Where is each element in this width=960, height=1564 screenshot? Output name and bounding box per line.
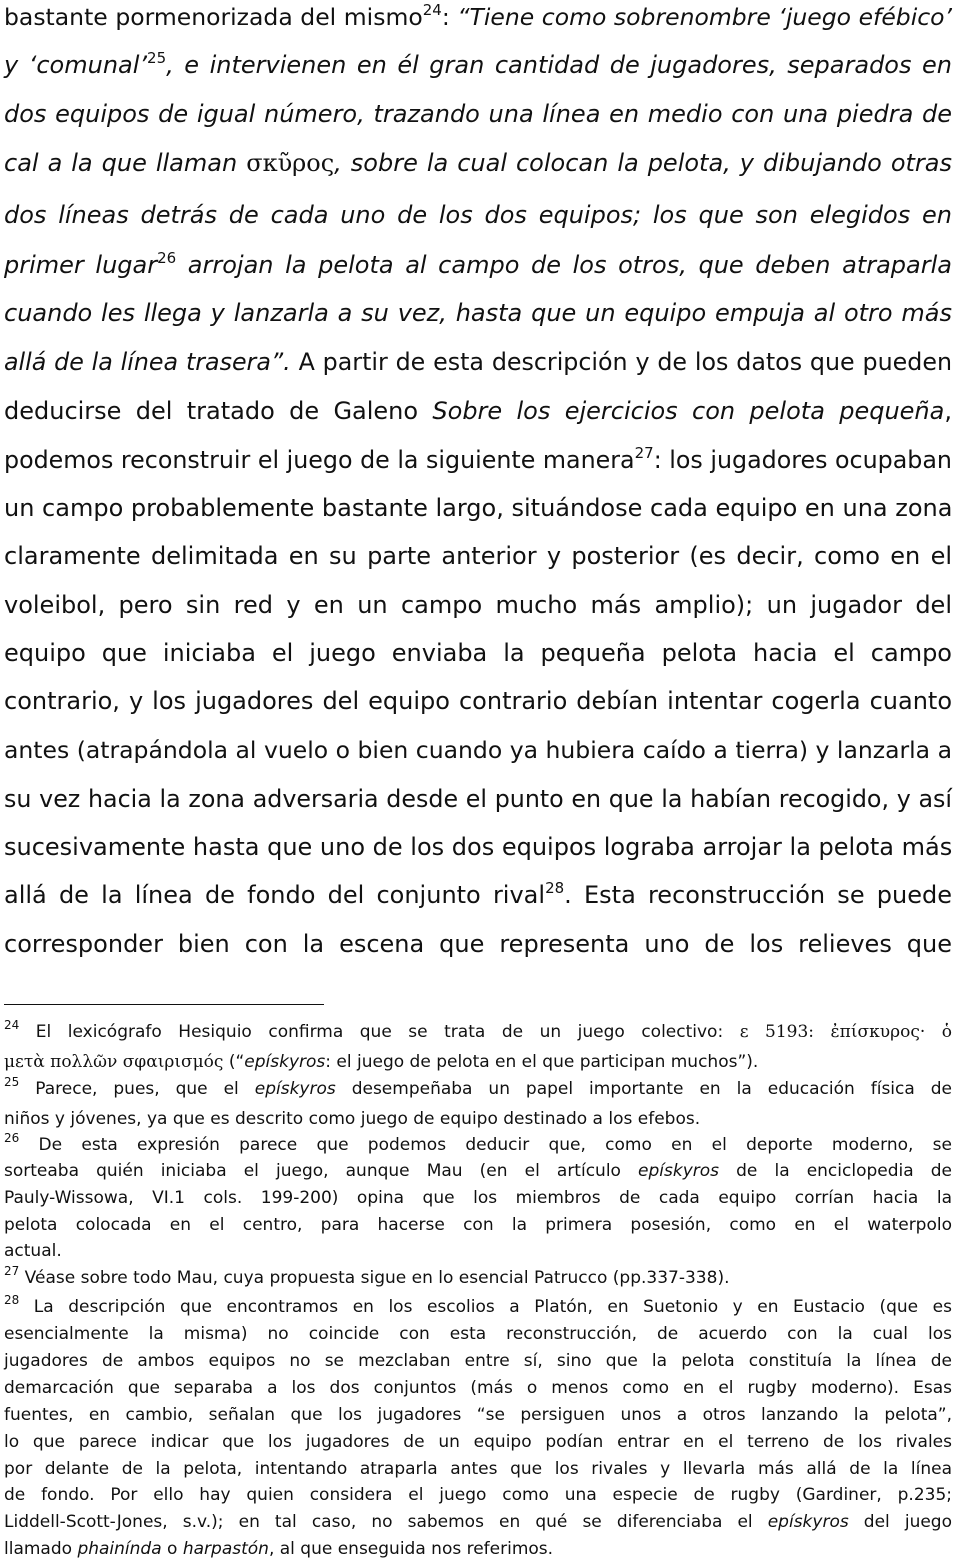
body-line: allá de la línea de fondo del conjunto rival$^{28}$. Esta reconstrucción se puede [4, 879, 952, 909]
body-line: corresponder bien con la escena que representa uno de los relieves que [4, 930, 952, 958]
footnote-28-cont: jugadores de ambos equipos no se mezclaban entre sí, sino que la pelota constituía la línea de [4, 1351, 952, 1371]
body-line: primer lugar$^{26}$ arrojan la pelota al campo de los otros, que deben atraparla [4, 249, 952, 279]
footnote-27: $^{27}$ Véase sobre todo Mau, cuya propuesta sigue en lo esencial Patrucco (pp.337-338). [4, 1264, 730, 1288]
footnote-28-cont: demarcación que separaba a los dos conjuntos (más o menos como en el rugby moderno). Esas [4, 1378, 952, 1398]
greek-word: σκῦρος [246, 149, 335, 177]
footnote-28-cont: lo que parece indicar que los jugadores de un equipo podían entrar en el terreno de los rivales [4, 1432, 952, 1452]
footnote-26-cont: actual. [4, 1241, 62, 1261]
body-line: sucesivamente hasta que uno de los dos equipos lograba arrojar la pelota más [4, 833, 953, 861]
body-line: dos equipos de igual número, trazando una línea en medio con una piedra de [4, 100, 952, 128]
footnote-26: $^{26}$ De esta expresión parece que podemos deducir que, como en el deporte moderno, se [4, 1131, 952, 1155]
body-line: bastante pormenorizada del mismo$^{24}$: “Tiene como sobrenombre ‘juego efébico’ [4, 1, 952, 31]
footnote-26-cont: pelota colocada en el centro, para hacerse con la primera posesión, como en el waterpolo [4, 1215, 952, 1235]
footnote-28-cont: por delante de la pelota, intentando atraparla antes que los rivales y llevarla más allá de la línea [4, 1459, 952, 1479]
body-line: claramente delimitada en su parte anterior y posterior (es decir, como en el [4, 542, 952, 570]
body-line: allá de la línea trasera”. A partir de esta descripción y de los datos que pueden [4, 348, 952, 376]
footnote-28-cont: esencialmente la misma) no coincide con esta reconstrucción, de acuerdo con la cual los [4, 1324, 952, 1344]
body-line: y ‘comunal’$^{25}$, e intervienen en él gran cantidad de jugadores, separados en [4, 49, 952, 79]
footnote-28: $^{28}$ La descripción que encontramos en los escolios a Platón, en Suetonio y en Eustacio (que es [4, 1293, 952, 1317]
body-line: deducirse del tratado de Galeno Sobre los ejercicios con pelota pequeña, [4, 397, 952, 425]
footnote-separator [4, 1004, 324, 1005]
body-line: cuando les llega y lanzarla a su vez, hasta que un equipo empuja al otro más [4, 299, 952, 327]
body-line: un campo probablemente bastante largo, situándose cada equipo en una zona [4, 494, 953, 522]
book-title: Sobre los ejercicios con pelota pequeña [432, 397, 945, 425]
footnote-26-cont: sorteaba quién iniciaba el juego, aunque Mau (en el artículo epískyros de la enciclopedia de [4, 1161, 952, 1181]
body-line: voleibol, pero sin red y en un campo mucho más amplio); un jugador del [4, 591, 952, 619]
body-line: podemos reconstruir el juego de la siguiente manera$^{27}$: los jugadores ocupaban [4, 444, 952, 474]
footnote-26-cont: Pauly-Wissowa, VI.1 cols. 199-200) opina que los miembros de cada equipo corrían hacia la [4, 1188, 952, 1208]
body-line: dos líneas detrás de cada uno de los dos equipos; los que son elegidos en [4, 201, 952, 229]
body-line: su vez hacia la zona adversaria desde el punto en que la habían recogido, y así [4, 785, 952, 813]
footnote-24-cont: μετὰ πολλῶν σφαιρισμός (“epískyros: el juego de pelota en el que participan muchos”). [4, 1052, 759, 1072]
footnote-ref-24[interactable]: 24 [422, 1, 442, 19]
footnote-28-cont: Liddell-Scott-Jones, s.v.); en tal caso, no sabemos en qué se diferenciaba el epískyros del juego [4, 1512, 952, 1532]
footnote-ref-28[interactable]: 28 [545, 879, 565, 897]
footnote-ref-27[interactable]: 27 [634, 444, 654, 462]
footnote-28-cont: llamado phainínda o harpastón, al que enseguida nos referimos. [4, 1539, 554, 1559]
footnote-28-cont: fuentes, en cambio, señalan que los jugadores “se persiguen unos a otros lanzando la pelota”, [4, 1405, 952, 1425]
footnote-25-cont: niños y jóvenes, ya que es descrito como juego de equipo destinado a los efebos. [4, 1109, 701, 1129]
body-line: cal a la que llaman σκῦρος, sobre la cual colocan la pelota, y dibujando otras [4, 149, 952, 177]
footnote-24: $^{24}$ El lexicógrafo Hesiquio confirma que se trata de un juego colectivo: ε 5193: ἐπίσκυρος· ὁ [4, 1018, 952, 1042]
footnote-25: $^{25}$ Parece, pues, que el epískyros desempeñaba un papel importante en la educación física de [4, 1075, 952, 1099]
body-line: equipo que iniciaba el juego enviaba la pequeña pelota hacia el campo [4, 639, 952, 667]
body-line: antes (atrapándola al vuelo o bien cuando ya hubiera caído a tierra) y lanzarla a [4, 736, 952, 764]
footnote-ref-25[interactable]: 25 [147, 49, 167, 67]
footnote-ref-26[interactable]: 26 [157, 249, 177, 267]
body-line: contrario, y los jugadores del equipo contrario debían intentar cogerla cuanto [4, 687, 952, 715]
footnote-28-cont: de fondo. Por ello hay quien considera el juego como una especie de rugby (Gardiner, p.235; [4, 1485, 952, 1505]
